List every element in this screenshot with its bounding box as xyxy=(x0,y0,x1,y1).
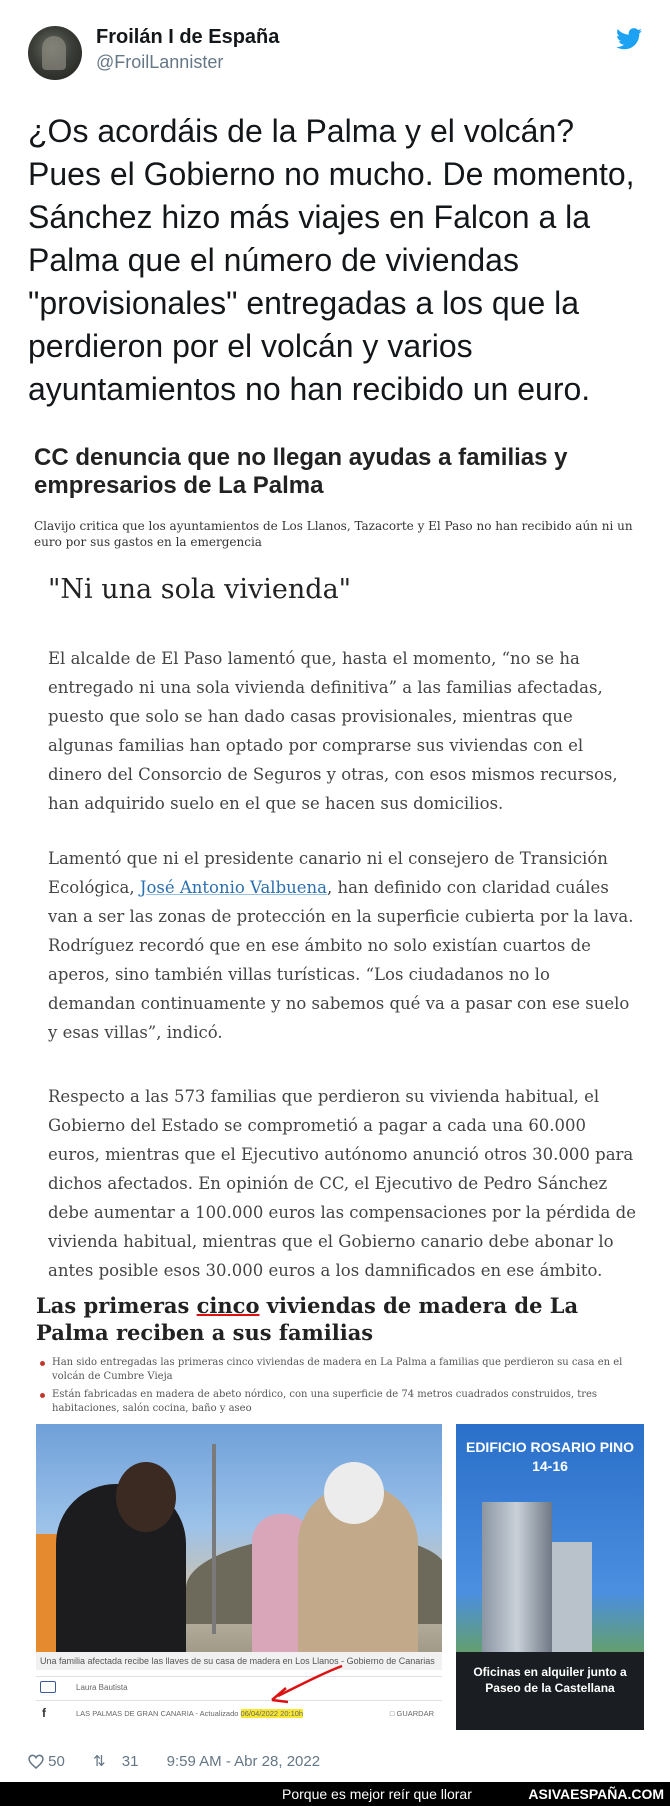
tweet-header xyxy=(28,24,642,84)
title-text: Las primeras xyxy=(36,1293,197,1318)
save-label: GUARDAR xyxy=(396,1709,434,1718)
paragraph-text: , han definido con claridad cuáles van a ser las zonas de protección en la superficie cubierta por la lava. Rodríguez recordó que en ese ámbito no solo existían cuartos de aperos, sino también villas turísticas. “Los ciudadanos no lo demandan continuamente y no sabemos qué va a pasar con ese suelo y esas villas”, indicó. xyxy=(48,878,634,1042)
twitter-bird-icon[interactable] xyxy=(616,28,642,50)
user-handle[interactable]: @FroilLannister xyxy=(96,52,224,72)
ad-banner[interactable] xyxy=(456,1424,644,1730)
avatar[interactable] xyxy=(28,26,82,80)
red-arrow-annotation xyxy=(266,1662,346,1706)
bullet-item: Han sido entregadas las primeras cinco viviendas de madera en La Palma a familias que perdieron su casa en el volcán de Cumbre Vieja xyxy=(40,1356,648,1384)
paragraph-text: Lamentó que ni el presidente canario ni el consejero de Transición Ecológica, xyxy=(48,849,608,897)
author-row xyxy=(36,1676,442,1699)
tweet-text: ¿Os acordáis de la Palma y el volcán? Pues el Gobierno no mucho. De momento, Sánchez hizo más viajes en Falcon a la Palma que el número de viviendas "provisionales" entregadas a los que la perdieron por el volcán y varios ayuntamientos no han recibido un euro. xyxy=(28,113,635,407)
retweet-icon: ⇅ xyxy=(93,1753,106,1770)
like-button[interactable] xyxy=(28,1753,77,1770)
underlined-word: cinco xyxy=(196,1293,260,1318)
ad-body: Oficinas en alquiler junto a Paseo de la Castellana xyxy=(473,1665,627,1695)
retweet-count: 31 xyxy=(121,1753,139,1770)
title-text: viviendas de madera de La Palma reciben a sus familias xyxy=(36,1293,579,1345)
photo-caption: Una familia afectada recibe las llaves de su casa de madera en Los Llanos - Gobierno de Canarias xyxy=(36,1652,442,1670)
article-paragraph xyxy=(48,844,636,1047)
tweet-time[interactable]: 9:59 AM - Abr 28, 2022 xyxy=(166,1753,321,1770)
location: LAS PALMAS DE GRAN CANARIA xyxy=(76,1709,194,1718)
meta-row xyxy=(36,1700,442,1725)
news-photo xyxy=(36,1424,442,1652)
facebook-icon[interactable]: f xyxy=(42,1706,46,1720)
location-text: LAS PALMAS DE GRAN CANARIA - Actualizado 06/04/2022 20:10h xyxy=(76,1709,304,1718)
author-name[interactable]: Laura Bautista xyxy=(76,1683,128,1692)
article-subtitle: Clavijo critica que los ayuntamientos de Los Llanos, Tazacorte y El Paso no han recibido aún ni un euro por sus gastos en la emergencia xyxy=(34,519,633,549)
news-screenshot xyxy=(34,444,644,1730)
person-link[interactable]: José Antonio Valbuena xyxy=(139,878,327,897)
article-paragraph: El alcalde de El Paso lamentó que, hasta el momento, “no se ha entregado ni una sola vivienda definitiva” a las familias afectadas, puesto que solo se han dado casas provisionales, mientras que algunas familias han optado por comprarse sus viviendas con el dinero del Consorcio de Seguros y otras, con esos mismos recursos, han adquirido suelo en el que se hacen sus domicilios. xyxy=(48,649,618,813)
heart-icon xyxy=(28,1754,44,1769)
bullet-item: Están fabricadas en madera de abeto nórdico, con una superficie de 74 metros cuadrados construidos, tres habitaciones, salón cocina, baño y aseo xyxy=(40,1388,648,1416)
ad-title: EDIFICIO ROSARIO PINO 14-16 xyxy=(465,1439,634,1474)
retweet-button[interactable] xyxy=(93,1753,150,1770)
article-paragraph: Respecto a las 573 familias que perdieron su vivienda habitual, el Gobierno del Estado se comprometió a pagar a cada una 60.000 euros, mientras que el Ejecutivo autónomo anunció otros 30.000 para dichos afectados. En opinión de CC, el Ejecutivo de Pedro Sánchez debe aumentar a 100.000 euros las compensaciones por la pérdida de vivienda habitual, mientras que el Gobierno canario debe abonar lo antes posible esos 30.000 euros a los damnificados en ese ámbito. xyxy=(48,1087,636,1280)
article-title: CC denuncia que no llegan ayudas a familias y empresarios de La Palma xyxy=(34,444,568,499)
tweet-footer xyxy=(28,1752,332,1774)
comment-icon[interactable] xyxy=(40,1681,56,1693)
site-banner xyxy=(0,1782,670,1806)
updated-date: 06/04/2022 20:10h xyxy=(240,1709,304,1718)
updated-label: Actualizado xyxy=(199,1709,239,1718)
like-count: 50 xyxy=(48,1753,65,1770)
article2-title xyxy=(36,1292,636,1346)
save-button[interactable]: □ GUARDAR xyxy=(389,1709,434,1718)
user-name[interactable]: Froilán I de España xyxy=(96,26,280,48)
article-quote-heading: "Ni una sola vivienda" xyxy=(48,574,352,605)
banner-slogan: Porque es mejor reír que llorar xyxy=(282,1786,472,1802)
banner-site[interactable]: ASIVAESPAÑA.COM xyxy=(528,1786,664,1802)
